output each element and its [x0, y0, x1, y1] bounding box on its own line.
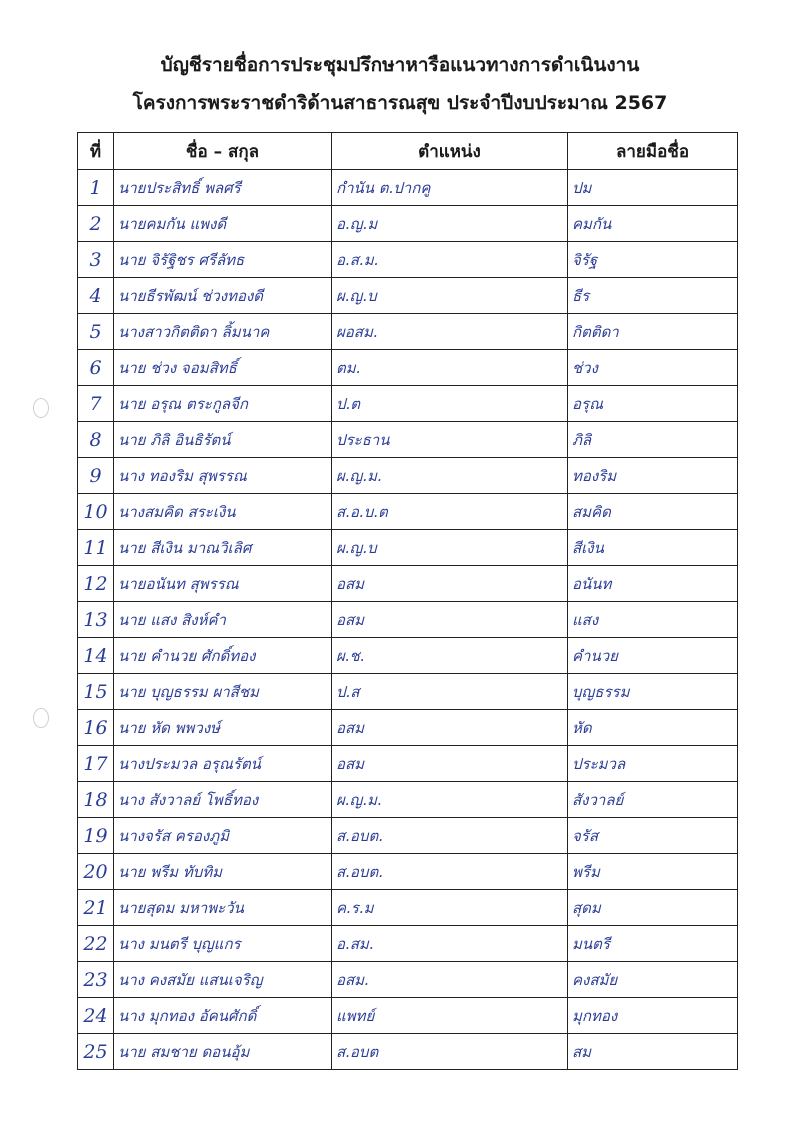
- row-name: นาย สมชาย ดอนอุ้ม: [114, 1034, 332, 1070]
- table-row: [78, 854, 738, 890]
- row-name: นางสมคิด สระเงิน: [114, 494, 332, 530]
- row-position: ผ.ญ.ม.: [332, 458, 568, 494]
- header-signature: ลายมือชื่อ: [568, 133, 738, 170]
- row-name: นาง คงสมัย แสนเจริญ: [114, 962, 332, 998]
- table-row: [78, 1034, 738, 1070]
- row-name: นายคมกัน แพงดี: [114, 206, 332, 242]
- row-name: นางประมวล อรุณรัตน์: [114, 746, 332, 782]
- table-row: [78, 242, 738, 278]
- row-name: นาง มนตรี บุญแกร: [114, 926, 332, 962]
- row-position: ป.ต: [332, 386, 568, 422]
- row-signature: จิรัฐ: [568, 242, 738, 278]
- row-signature: คำนวย: [568, 638, 738, 674]
- row-name: นาง ทองริม สุพรรณ: [114, 458, 332, 494]
- row-position: อสม: [332, 746, 568, 782]
- row-number: 3: [78, 242, 114, 278]
- row-position: ส.อบต.: [332, 854, 568, 890]
- row-number: 15: [78, 674, 114, 710]
- row-number: 25: [78, 1034, 114, 1070]
- row-name: นาย บุญธรรม ผาสีชม: [114, 674, 332, 710]
- row-signature: สม: [568, 1034, 738, 1070]
- row-position: ประธาน: [332, 422, 568, 458]
- row-position: อ.ส.ม.: [332, 242, 568, 278]
- table-row: [78, 170, 738, 206]
- row-signature: สีเงิน: [568, 530, 738, 566]
- row-name: นาง สังวาลย์ โพธิ์ทอง: [114, 782, 332, 818]
- row-name: นายสุดม มหาพะวัน: [114, 890, 332, 926]
- row-number: 23: [78, 962, 114, 998]
- row-signature: หัด: [568, 710, 738, 746]
- row-position: ผ.ญ.ม.: [332, 782, 568, 818]
- row-name: นาย อรุณ ตระกูลจีก: [114, 386, 332, 422]
- row-position: ป.ส: [332, 674, 568, 710]
- row-position: กำนัน ต.ปากคู: [332, 170, 568, 206]
- row-signature: ช่วง: [568, 350, 738, 386]
- row-name: นาง มุกทอง อัคนศักดิ์: [114, 998, 332, 1034]
- row-position: อสม.: [332, 962, 568, 998]
- row-position: ค.ร.ม: [332, 890, 568, 926]
- row-name: นายธีรพัฒน์ ช่วงทองดี: [114, 278, 332, 314]
- row-number: 4: [78, 278, 114, 314]
- table-row: [78, 782, 738, 818]
- punch-hole-mark: [33, 398, 49, 418]
- table-row: [78, 566, 738, 602]
- table-row: [78, 818, 738, 854]
- table-header-row: [78, 133, 738, 170]
- table-row: [78, 350, 738, 386]
- row-signature: สมคิด: [568, 494, 738, 530]
- row-number: 19: [78, 818, 114, 854]
- row-name: นางสาวกิตติดา ลิ้มนาค: [114, 314, 332, 350]
- row-signature: อนันท: [568, 566, 738, 602]
- table-row: [78, 278, 738, 314]
- table-row: [78, 926, 738, 962]
- row-name: นายอนันท สุพรรณ: [114, 566, 332, 602]
- table-row: [78, 674, 738, 710]
- row-signature: ธีร: [568, 278, 738, 314]
- row-position: ส.อบต: [332, 1034, 568, 1070]
- table-row: [78, 458, 738, 494]
- row-signature: กิตติดา: [568, 314, 738, 350]
- punch-hole-mark: [33, 708, 49, 728]
- row-signature: แสง: [568, 602, 738, 638]
- row-position: ส.อบต.: [332, 818, 568, 854]
- row-number: 22: [78, 926, 114, 962]
- row-signature: มนตรี: [568, 926, 738, 962]
- table-row: [78, 314, 738, 350]
- row-position: อสม: [332, 602, 568, 638]
- row-name: นาย สีเงิน มาณวิเลิศ: [114, 530, 332, 566]
- attendance-table: [77, 132, 738, 1070]
- row-number: 24: [78, 998, 114, 1034]
- row-name: นาย ช่วง จอมสิทธิ์: [114, 350, 332, 386]
- row-number: 12: [78, 566, 114, 602]
- row-signature: พรีม: [568, 854, 738, 890]
- row-number: 7: [78, 386, 114, 422]
- row-signature: บุญธรรม: [568, 674, 738, 710]
- row-number: 17: [78, 746, 114, 782]
- table-row: [78, 422, 738, 458]
- row-signature: มุกทอง: [568, 998, 738, 1034]
- table-row: [78, 962, 738, 998]
- row-position: ผอสม.: [332, 314, 568, 350]
- table-row: [78, 890, 738, 926]
- header-no: ที่: [78, 133, 114, 170]
- row-name: นาย คำนวย ศักดิ์ทอง: [114, 638, 332, 674]
- row-signature: ทองริม: [568, 458, 738, 494]
- row-signature: ภิลิ: [568, 422, 738, 458]
- row-number: 1: [78, 170, 114, 206]
- row-signature: คมกัน: [568, 206, 738, 242]
- document-title-line2: โครงการพระราชดำริด้านสาธารณสุข ประจำปีงบประมาณ 2567: [132, 92, 668, 114]
- row-name: นาย แสง สิงห์คำ: [114, 602, 332, 638]
- row-name: นายประสิทธิ์ พลศรี: [114, 170, 332, 206]
- row-position: อ.สม.: [332, 926, 568, 962]
- row-signature: จรัส: [568, 818, 738, 854]
- table-row: [78, 386, 738, 422]
- row-signature: อรุณ: [568, 386, 738, 422]
- document-title-line1: บัญชีรายชื่อการประชุมปรึกษาหารือแนวทางการดำเนินงาน: [160, 54, 640, 76]
- row-position: ตม.: [332, 350, 568, 386]
- row-name: นาย หัด พพวงษ์: [114, 710, 332, 746]
- row-number: 21: [78, 890, 114, 926]
- row-number: 14: [78, 638, 114, 674]
- row-number: 18: [78, 782, 114, 818]
- table-row: [78, 638, 738, 674]
- row-position: ผ.ช.: [332, 638, 568, 674]
- table-row: [78, 998, 738, 1034]
- table-row: [78, 602, 738, 638]
- row-number: 2: [78, 206, 114, 242]
- row-number: 11: [78, 530, 114, 566]
- row-number: 13: [78, 602, 114, 638]
- row-number: 5: [78, 314, 114, 350]
- row-signature: คงสมัย: [568, 962, 738, 998]
- table-row: [78, 494, 738, 530]
- row-number: 6: [78, 350, 114, 386]
- row-position: อ.ญ.ม: [332, 206, 568, 242]
- row-name: นาย ภิลิ อินธิรัตน์: [114, 422, 332, 458]
- row-position: แพทย์: [332, 998, 568, 1034]
- table-row: [78, 530, 738, 566]
- row-signature: สุดม: [568, 890, 738, 926]
- row-signature: สังวาลย์: [568, 782, 738, 818]
- row-number: 20: [78, 854, 114, 890]
- row-position: ผ.ญ.บ: [332, 530, 568, 566]
- row-signature: ประมวล: [568, 746, 738, 782]
- row-name: นาย พรีม ทับทิม: [114, 854, 332, 890]
- row-position: ผ.ญ.บ: [332, 278, 568, 314]
- header-position: ตำแหน่ง: [332, 133, 568, 170]
- row-number: 8: [78, 422, 114, 458]
- row-position: อสม: [332, 710, 568, 746]
- table-row: [78, 746, 738, 782]
- table-row: [78, 206, 738, 242]
- row-number: 10: [78, 494, 114, 530]
- table-row: [78, 710, 738, 746]
- row-number: 16: [78, 710, 114, 746]
- row-number: 9: [78, 458, 114, 494]
- row-signature: ปม: [568, 170, 738, 206]
- row-name: นางจรัส ครองภูมิ: [114, 818, 332, 854]
- header-name: ชื่อ – สกุล: [114, 133, 332, 170]
- row-name: นาย จิรัฐิชร ศรีลัทธ: [114, 242, 332, 278]
- row-position: อสม: [332, 566, 568, 602]
- row-position: ส.อ.บ.ต: [332, 494, 568, 530]
